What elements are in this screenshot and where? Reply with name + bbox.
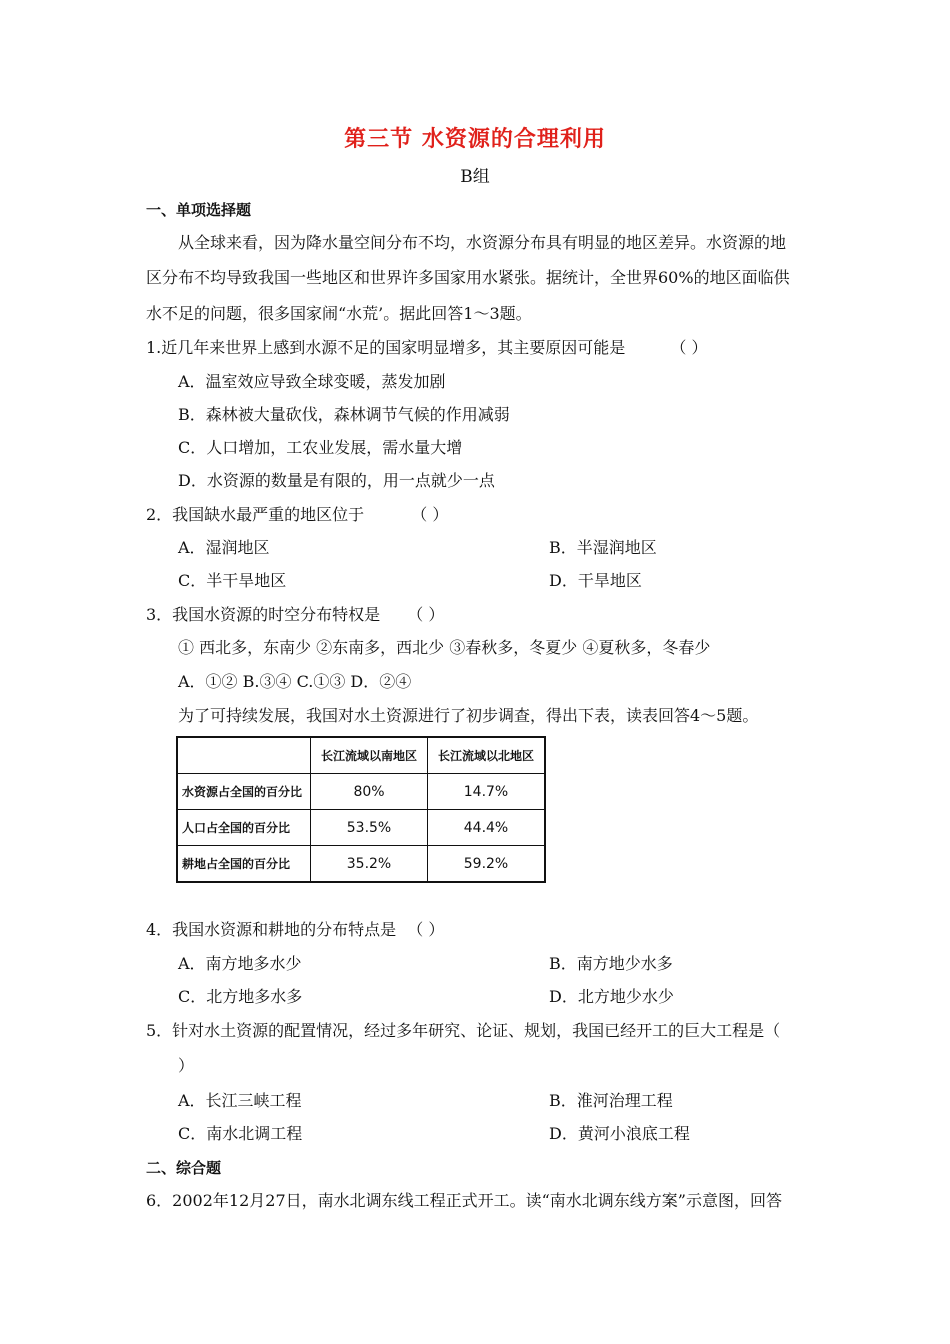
question-2-options-row-1 — [178, 538, 878, 558]
question-2-option-d: D．干旱地区 — [549, 571, 642, 590]
question-2-option-c: C．半干旱地区 — [178, 571, 287, 590]
table-cell: 59.2% — [428, 846, 546, 883]
group-subtitle: B组 — [460, 167, 490, 187]
question-4-options-row-1 — [178, 954, 878, 974]
question-5-option-c: C．南水北调工程 — [178, 1124, 303, 1143]
question-1-answer-paren: （ ） — [670, 338, 708, 357]
table-row — [177, 846, 545, 883]
question-4-options-row-2 — [178, 987, 878, 1007]
question-4-stem — [146, 920, 444, 940]
table-row-label: 耕地占全国的百分比 — [177, 846, 311, 883]
intro-line-3: 水不足的问题，很多国家闹“水荒’。据此回答1～3题。 — [146, 304, 532, 323]
page-title: 第三节 水资源的合理利用 — [344, 127, 606, 152]
question-4-text: 4．我国水资源和耕地的分布特点是 — [146, 920, 397, 939]
table-corner-cell — [177, 737, 311, 774]
table-row — [177, 774, 545, 810]
question-3-options: A．①② B.③④ C.①③ D．②④ — [178, 672, 412, 691]
question-5-option-d: D．黄河小浪底工程 — [549, 1124, 690, 1143]
question-2-text: 2．我国缺水最严重的地区位于 — [146, 505, 365, 524]
question-5-options-row-1 — [178, 1091, 878, 1111]
table-cell: 14.7% — [428, 774, 546, 810]
question-1-option-d: D．水资源的数量是有限的，用一点就少一点 — [178, 471, 495, 490]
question-1-option-c: C．人口增加，工农业发展，需水量大增 — [178, 438, 463, 457]
question-4-option-b: B．南方地少水多 — [549, 954, 673, 973]
question-1-stem — [146, 338, 707, 358]
question-2-answer-paren: （ ） — [411, 505, 449, 524]
question-4-option-c: C．北方地多水多 — [178, 987, 303, 1006]
table-row — [177, 810, 545, 846]
table-cell: 80% — [311, 774, 428, 810]
question-2-option-b: B．半湿润地区 — [549, 538, 657, 557]
intro-line-1: 从全球来看，因为降水量空间分布不均，水资源分布具有明显的地区差异。水资源的地 — [178, 233, 787, 252]
question-1-text: 1.近几年来世界上感到水源不足的国家明显增多，其主要原因可能是 — [146, 338, 626, 357]
table-row-label: 水资源占全国的百分比 — [177, 774, 311, 810]
question-6-stem: 6．2002年12月27日，南水北调东线工程正式开工。读“南水北调东线方案”示意图，回答 — [146, 1191, 782, 1210]
question-1-option-b: B．森林被大量砍伐，森林调节气候的作用减弱 — [178, 405, 510, 424]
table-intro-text: 为了可持续发展，我国对水土资源进行了初步调查，得出下表，读表回答4～5题。 — [178, 706, 759, 725]
question-5-option-a: A．长江三峡工程 — [178, 1091, 302, 1110]
question-4-option-a: A．南方地多水少 — [178, 954, 302, 973]
question-2-options-row-2 — [178, 571, 878, 591]
question-5-stem-continued: ） — [178, 1056, 195, 1075]
question-4-option-d: D．北方地少水少 — [549, 987, 674, 1006]
question-2-stem — [146, 505, 448, 525]
question-4-answer-paren: （ ） — [407, 920, 445, 939]
table-cell: 53.5% — [311, 810, 428, 846]
table-header-north: 长江流域以北地区 — [428, 737, 546, 774]
question-3-answer-paren: （ ） — [407, 605, 445, 624]
table-cell: 44.4% — [428, 810, 546, 846]
table-row-label: 人口占全国的百分比 — [177, 810, 311, 846]
water-land-table — [176, 736, 546, 883]
section-heading-single-choice: 一、单项选择题 — [146, 201, 252, 219]
intro-line-2: 区分布不均导致我国一些地区和世界许多国家用水紧张。据统计，全世界60%的地区面临供 — [146, 268, 790, 287]
question-3-items: ① 西北多，东南少 ②东南多，西北少 ③春秋多，冬夏少 ④夏秋多，冬春少 — [178, 638, 711, 657]
table-header-south: 长江流域以南地区 — [311, 737, 428, 774]
question-5-options-row-2 — [178, 1124, 878, 1144]
question-1-option-a: A．温室效应导致全球变暖，蒸发加剧 — [178, 372, 446, 391]
table-header-row — [177, 737, 545, 774]
question-2-option-a: A．湿润地区 — [178, 538, 270, 557]
question-5-option-b: B．淮河治理工程 — [549, 1091, 673, 1110]
section-heading-comprehensive: 二、综合题 — [146, 1159, 222, 1177]
question-5-stem: 5．针对水土资源的配置情况，经过多年研究、论证、规划，我国已经开工的巨大工程是（ — [146, 1021, 781, 1040]
question-3-text: 3．我国水资源的时空分布特权是 — [146, 605, 381, 624]
table-cell: 35.2% — [311, 846, 428, 883]
question-3-stem — [146, 605, 444, 625]
